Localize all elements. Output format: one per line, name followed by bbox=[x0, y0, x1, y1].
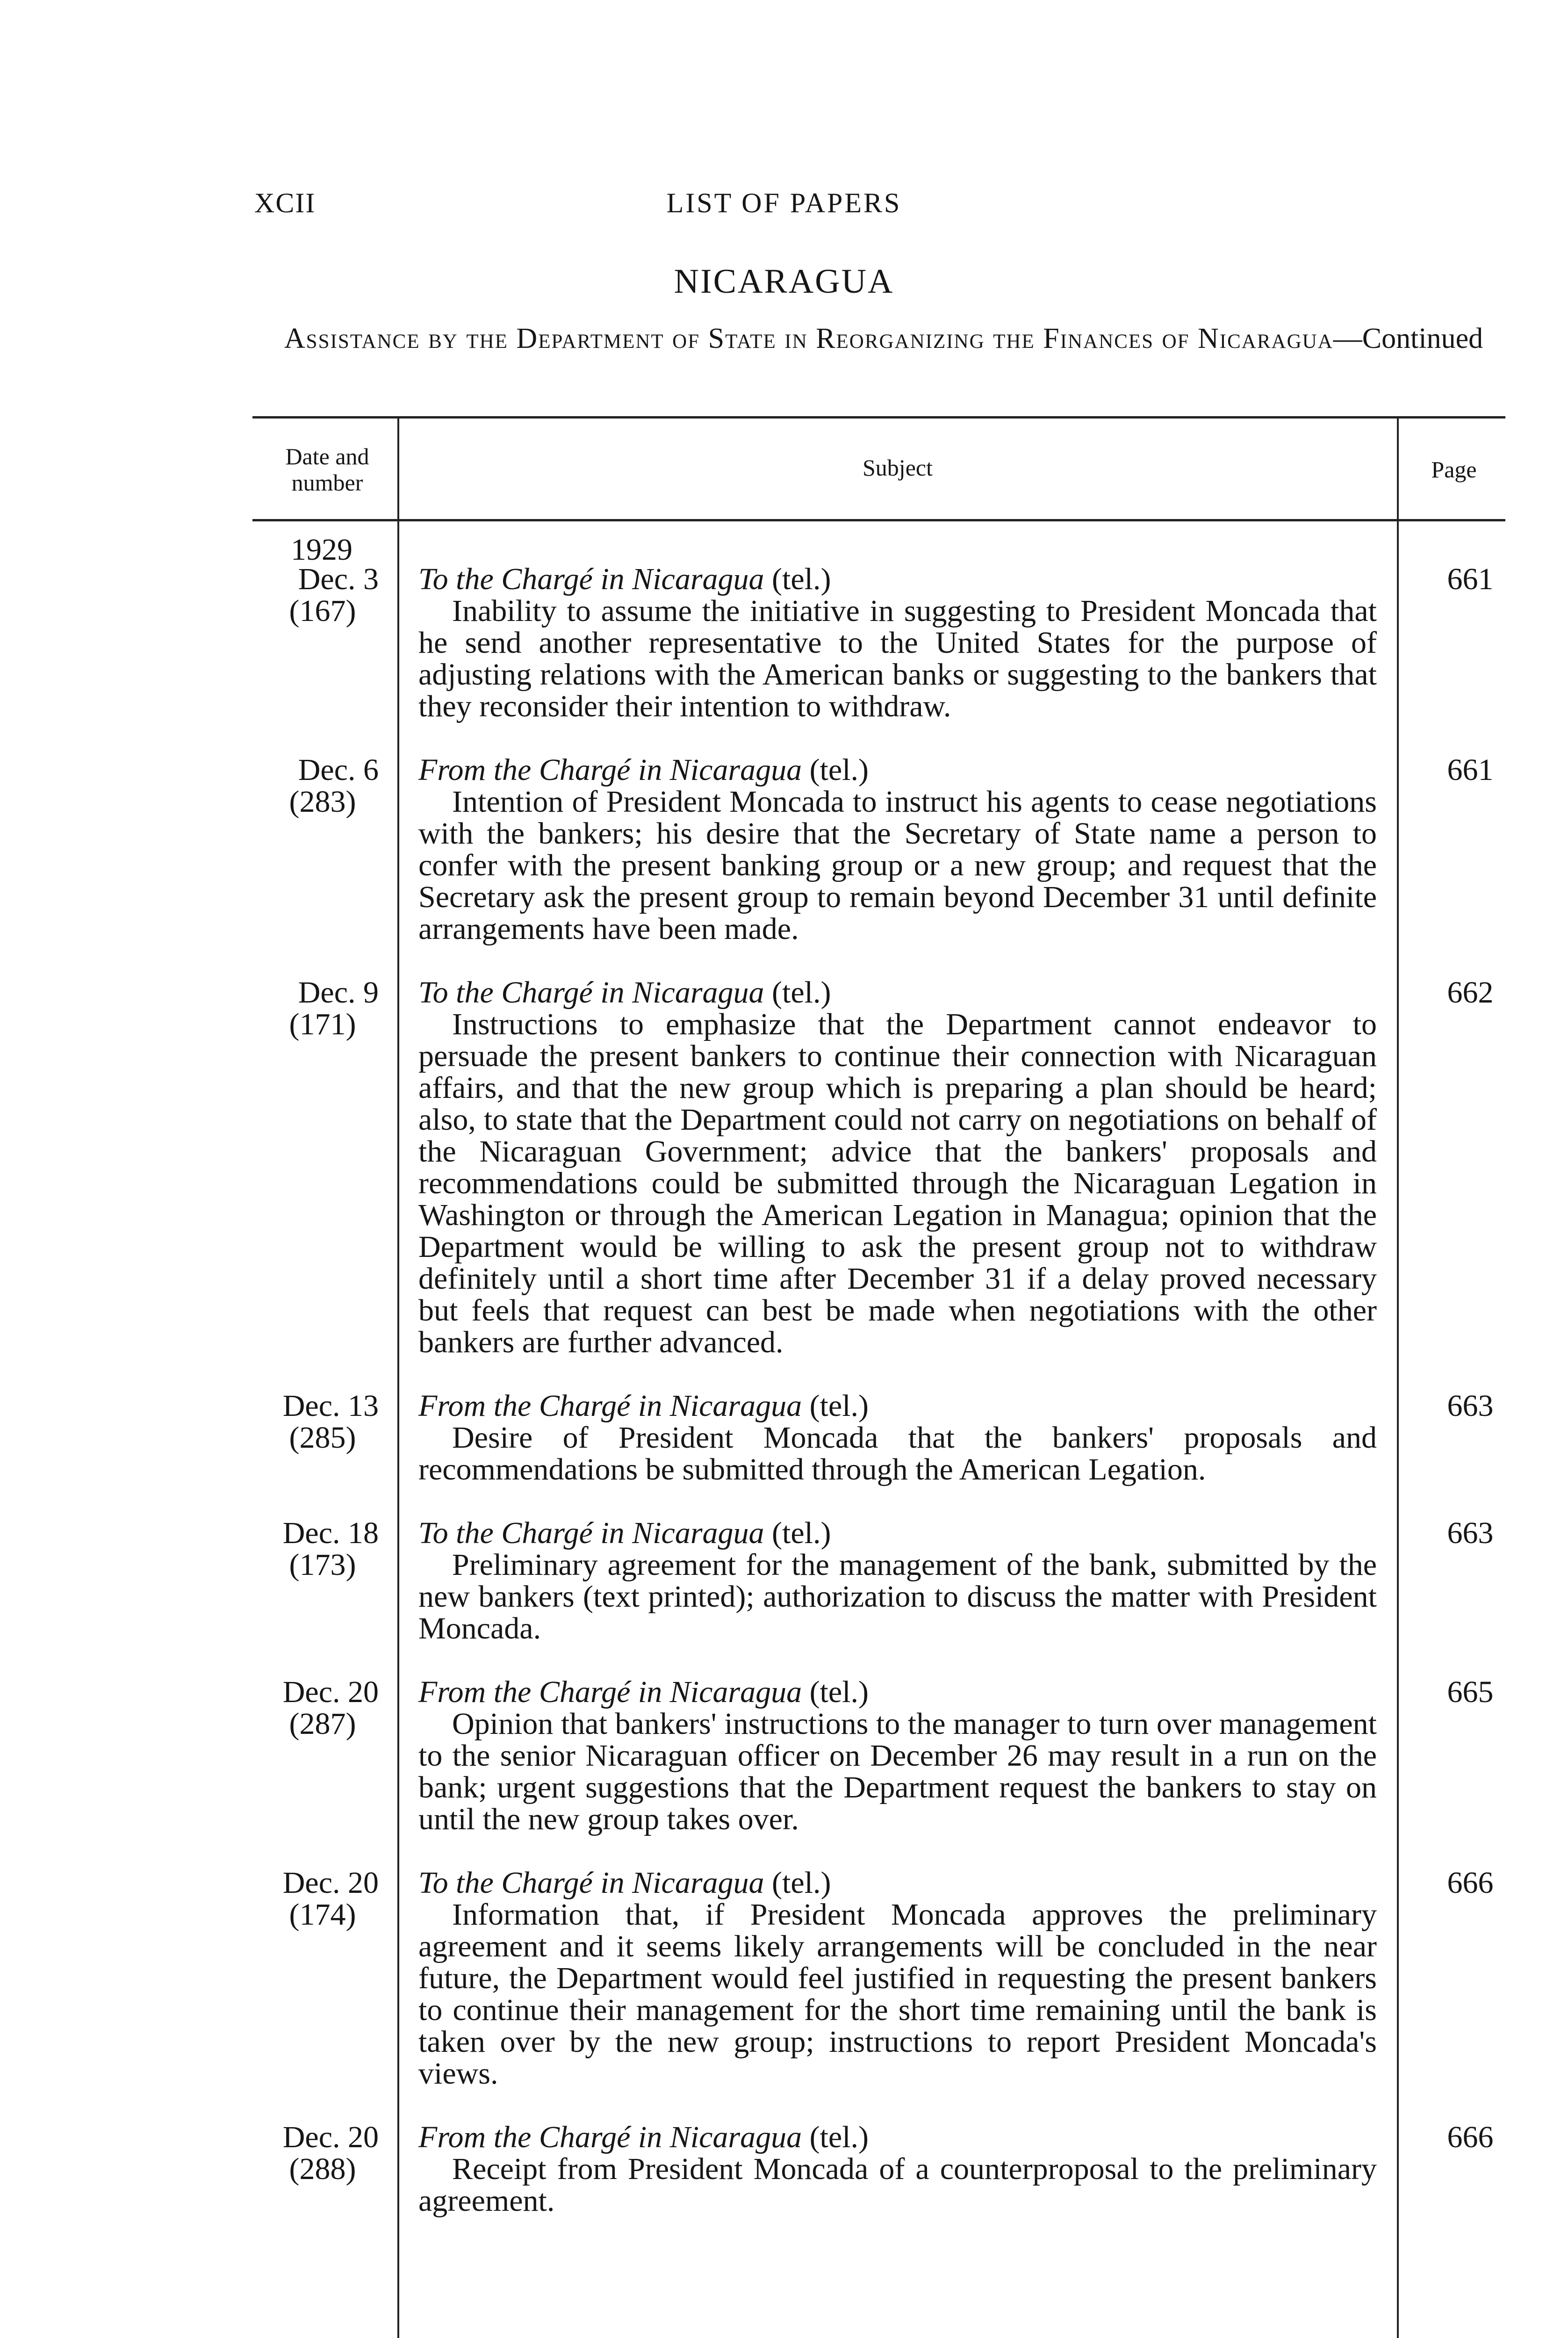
entry-page: 666 bbox=[1447, 2120, 1494, 2154]
entry-addressee bbox=[418, 1517, 1377, 1549]
entry-tel: (tel.) bbox=[772, 975, 831, 1010]
entry-date: Dec. 20 bbox=[282, 1675, 379, 1709]
entry-list bbox=[0, 563, 1568, 2217]
entry-addressee-text: From the Chargé in Nicaragua bbox=[418, 1675, 802, 1709]
entry-summary: Receipt from President Moncada of a counterproposal to the preliminary agreement. bbox=[418, 2152, 1377, 2218]
entry-addressee-text: From the Chargé in Nicaragua bbox=[418, 753, 802, 787]
entry-addressee-text: From the Chargé in Nicaragua bbox=[418, 2120, 802, 2154]
entry-addressee-text: From the Chargé in Nicaragua bbox=[418, 1389, 802, 1423]
entry-date-cell bbox=[248, 1867, 379, 1931]
entry-summary: Inability to assume the initiative in suggesting to President Moncada that he send another representative to the United States for the purpose of adjusting relations with the American banks or suggesting to the bankers that they reconsider their intention to withdraw. bbox=[418, 594, 1377, 723]
entry-date-cell bbox=[248, 2122, 379, 2185]
entry-subject bbox=[418, 2122, 1377, 2217]
section-title-text: Assistance by the Department of State in Reorganizing the Finances of Nicaragua bbox=[284, 323, 1333, 354]
entry-addressee bbox=[418, 1676, 1377, 1708]
entry-date-cell bbox=[248, 754, 379, 818]
entry-tel: (tel.) bbox=[809, 753, 869, 787]
entry-subject bbox=[418, 1676, 1377, 1835]
entry-page: 663 bbox=[1447, 1389, 1494, 1423]
entry-date: Dec. 3 bbox=[298, 562, 379, 596]
entry-tel: (tel.) bbox=[809, 1675, 869, 1709]
entry-tel: (tel.) bbox=[772, 1866, 831, 1900]
entry-subject bbox=[418, 1390, 1377, 1486]
entry-addressee bbox=[418, 1867, 1377, 1899]
entry-date-cell bbox=[248, 977, 379, 1040]
section-continued: —Continued bbox=[1333, 323, 1483, 354]
entry-date: Dec. 6 bbox=[298, 753, 379, 787]
table-row bbox=[0, 563, 1568, 722]
page-folio: XCII bbox=[254, 188, 316, 218]
column-header-subject: Subject bbox=[863, 455, 933, 481]
entry-addressee bbox=[418, 563, 1377, 595]
entry-tel: (tel.) bbox=[809, 2120, 869, 2154]
entry-date-cell bbox=[248, 1390, 379, 1454]
entry-date: Dec. 18 bbox=[282, 1516, 379, 1550]
table-row bbox=[0, 1867, 1568, 2090]
entry-summary: Instructions to emphasize that the Department cannot endeavor to persuade the present bankers to continue their connection with Nicaraguan affairs, and that the new group which is preparing a plan should be heard; also, to state that the Department could not carry on negotiations on behalf of the Nicaraguan Government; advice that the bankers' proposals and recommendations could be submitted through the Nicaraguan Legation in Washington or through the American Legation in Managua; opinion that the Department would be willing to ask the present group not to withdraw definitely until a short time after December 31 if a delay proved necessary but feels that request can best be made when negotiations with the other bankers are further advanced. bbox=[418, 1007, 1377, 1359]
entry-number: (171) bbox=[289, 1007, 356, 1041]
table-row bbox=[0, 1390, 1568, 1486]
table-row bbox=[0, 2122, 1568, 2217]
entry-tel: (tel.) bbox=[772, 562, 831, 596]
entry-summary: Information that, if President Moncada approves the preliminary agreement and it seems likely arrangements will be concluded in the near future, the Department would feel justified in requesting the present bankers to continue their management for the short time remaining until the bank is taken over by the new group; instructions to report President Moncada's views. bbox=[418, 1898, 1377, 2091]
entry-date: Dec. 9 bbox=[298, 975, 379, 1010]
entry-addressee-text: To the Chargé in Nicaragua bbox=[418, 1516, 764, 1550]
entry-addressee-text: To the Chargé in Nicaragua bbox=[418, 975, 764, 1010]
entry-number: (173) bbox=[289, 1548, 356, 1582]
table-row bbox=[0, 1676, 1568, 1835]
table-header-rule bbox=[252, 519, 1505, 521]
entry-summary: Preliminary agreement for the management of the bank, submitted by the new bankers (text printed); authorization to discuss the matter with President Moncada. bbox=[418, 1548, 1377, 1645]
entry-number: (288) bbox=[289, 2152, 356, 2186]
entry-subject bbox=[418, 754, 1377, 945]
table-row bbox=[0, 1517, 1568, 1645]
entry-number: (285) bbox=[289, 1421, 356, 1455]
entry-page: 661 bbox=[1447, 562, 1494, 596]
column-header-page: Page bbox=[1431, 456, 1477, 483]
entry-summary: Intention of President Moncada to instruct his agents to cease negotiations with the bankers; his desire that the Secretary of State name a person to confer with the present banking group or a new group; and request that the Secretary ask the present group to remain beyond December 31 until definite arrangements have been made. bbox=[418, 785, 1377, 946]
column-header-date: Date and number bbox=[285, 443, 369, 496]
entry-number: (287) bbox=[289, 1707, 356, 1741]
entry-subject bbox=[418, 1517, 1377, 1645]
table-row bbox=[0, 754, 1568, 945]
entry-addressee bbox=[418, 754, 1377, 786]
section-title bbox=[243, 323, 1524, 354]
entry-number: (283) bbox=[289, 785, 356, 819]
entry-number: (167) bbox=[289, 594, 356, 628]
entry-tel: (tel.) bbox=[809, 1389, 869, 1423]
table-row bbox=[0, 977, 1568, 1358]
entry-page: 662 bbox=[1447, 975, 1494, 1010]
entry-addressee bbox=[418, 2122, 1377, 2153]
entry-number: (174) bbox=[289, 1898, 356, 1932]
entry-subject bbox=[418, 563, 1377, 722]
entry-summary: Desire of President Moncada that the bankers' proposals and recommendations be submitted through the American Legation. bbox=[418, 1421, 1377, 1487]
table-top-rule bbox=[252, 416, 1505, 419]
entry-date-cell bbox=[248, 1517, 379, 1581]
entry-summary: Opinion that bankers' instructions to the manager to turn over management to the senior Nicaraguan officer on December 26 may result in a run on the bank; urgent suggestions that the Department request the bankers to stay on until the new group takes over. bbox=[418, 1707, 1377, 1836]
entry-addressee bbox=[418, 977, 1377, 1009]
entry-addressee-text: To the Chargé in Nicaragua bbox=[418, 1866, 764, 1900]
entry-tel: (tel.) bbox=[772, 1516, 831, 1550]
entry-date-cell bbox=[248, 563, 379, 627]
entry-date: Dec. 20 bbox=[282, 1866, 379, 1900]
entry-page: 665 bbox=[1447, 1675, 1494, 1709]
entry-date: Dec. 13 bbox=[282, 1389, 379, 1423]
entry-subject bbox=[418, 1867, 1377, 2090]
entry-page: 666 bbox=[1447, 1866, 1494, 1900]
running-head: LIST OF PAPERS bbox=[666, 188, 902, 218]
entry-addressee-text: To the Chargé in Nicaragua bbox=[418, 562, 764, 596]
year-label: 1929 bbox=[291, 533, 352, 567]
entry-page: 661 bbox=[1447, 753, 1494, 787]
country-heading: NICARAGUA bbox=[674, 262, 894, 301]
entry-page: 663 bbox=[1447, 1516, 1494, 1550]
entry-subject bbox=[418, 977, 1377, 1358]
entry-date: Dec. 20 bbox=[282, 2120, 379, 2154]
entry-addressee bbox=[418, 1390, 1377, 1422]
entry-date-cell bbox=[248, 1676, 379, 1740]
